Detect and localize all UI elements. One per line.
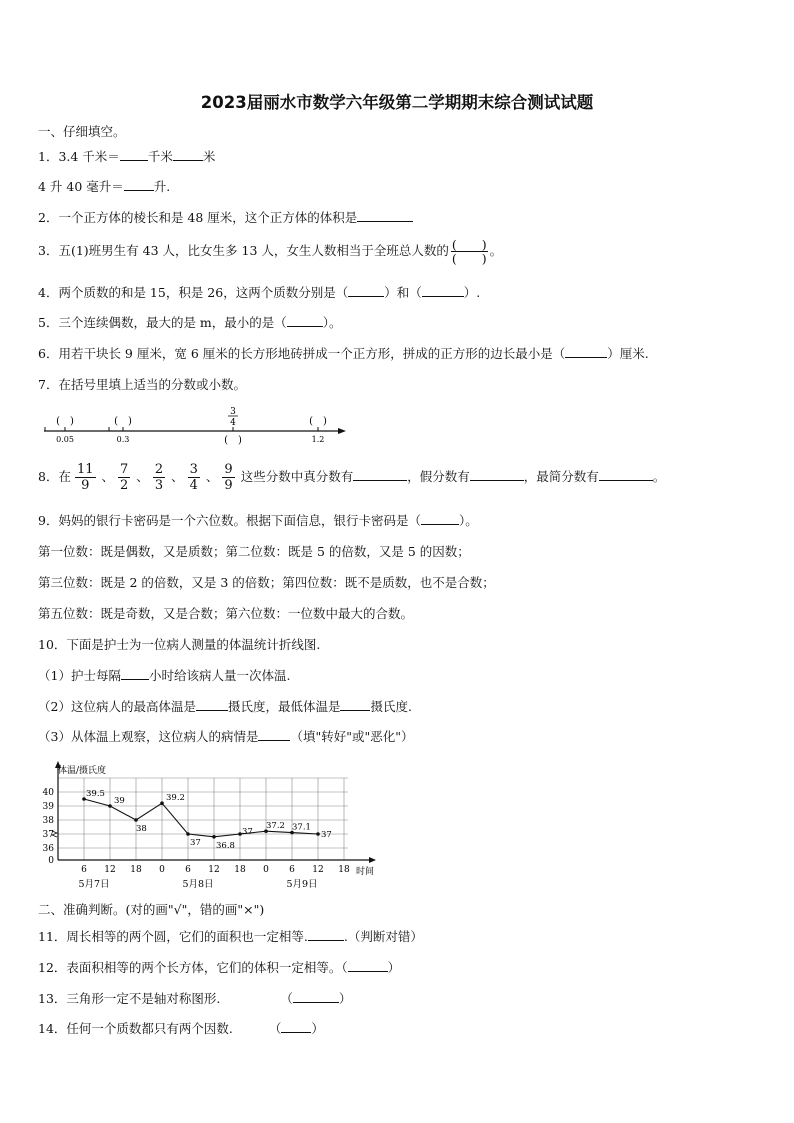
fraction-denominator: 9	[224, 478, 233, 493]
q10-1-text: 小时给该病人量一次体温.	[148, 668, 291, 683]
q14-text: 14．任何一个质数都只有两个因数.	[38, 1021, 233, 1036]
y-tick-label: 36	[42, 844, 54, 854]
y-axis-label: 体温/摄氏度	[58, 766, 107, 776]
q8-text: ，假分数有	[407, 469, 470, 484]
question-6	[38, 344, 649, 362]
fraction	[188, 462, 200, 493]
x-tick-label: 18	[338, 865, 350, 875]
q12-end: ）	[387, 960, 401, 975]
x-tick-label: 12	[104, 865, 116, 875]
answer-blank[interactable]	[565, 345, 607, 358]
data-point	[160, 801, 164, 805]
q5-end: ）。	[322, 315, 342, 330]
q10-3-text: （3）从体温上观察，这位病人的病情是	[38, 729, 259, 744]
q13-text: 13．三角形一定不是轴对称图形.	[38, 991, 221, 1006]
data-label: 36.8	[216, 840, 235, 851]
q10-3-text: （填"转好"或"恶化"）	[290, 729, 414, 744]
q9-clue-2: 第三位数：既是 2 的倍数，又是 3 的倍数；第四位数：既不是质数，也不是合数；	[38, 575, 495, 590]
answer-blank[interactable]	[293, 990, 339, 1003]
page-title: 2023届丽水市数学六年级第二学期期末综合测试试题	[200, 93, 594, 112]
answer-blank[interactable]	[281, 1020, 311, 1033]
question-9	[38, 511, 478, 529]
answer-blank[interactable]	[124, 178, 154, 191]
q9-clue-1: 第一位数：既是偶数，又是质数；第二位数：既是 5 的倍数，又是 5 的因数；	[38, 544, 470, 559]
x-tick-label: 18	[234, 865, 246, 875]
answer-blank[interactable]	[308, 928, 344, 941]
data-point	[186, 832, 190, 836]
question-5	[38, 313, 342, 331]
answer-blank[interactable]	[348, 959, 388, 972]
fraction-denominator: 2	[120, 478, 129, 493]
q4-text: 4．两个质数的和是 15，积是 26，这两个质数分别是（	[38, 285, 349, 300]
answer-blank[interactable]	[470, 468, 524, 481]
paren-close: ）	[311, 1021, 324, 1036]
arrow-head-icon	[338, 428, 346, 434]
fraction-denominator: ( )	[451, 251, 487, 266]
fraction	[153, 462, 165, 493]
y-tick-label: 40	[42, 788, 54, 798]
paren-open: （	[280, 991, 293, 1006]
data-label: 39	[114, 796, 125, 806]
fraction	[222, 462, 234, 493]
q9-clue-3: 第五位数：既是奇数，又是合数；第六位数：一位数中最大的合数。	[38, 606, 414, 621]
separator: 、	[101, 469, 115, 484]
paren-open: （	[268, 1021, 282, 1036]
y-tick-label: 37	[42, 830, 54, 840]
question-7: 7．在括号里填上适当的分数或小数。	[38, 377, 246, 392]
data-label: 37	[321, 830, 332, 840]
answer-blank[interactable]	[287, 314, 323, 327]
data-label: 37.2	[266, 821, 285, 832]
q10-1-text: （1）护士每隔	[38, 668, 121, 683]
question-10: 10．下面是护士为一位病人测量的体温统计折线图.	[38, 637, 321, 652]
q6-end: ）厘米.	[607, 346, 649, 361]
q9-end: ）。	[458, 513, 478, 528]
fraction-numerator: 11	[76, 462, 94, 477]
data-label: 37	[242, 827, 253, 837]
separator: 、	[136, 469, 149, 484]
date-label: 5月9日	[286, 879, 318, 890]
x-tick-label: 0	[263, 865, 269, 875]
x-tick-label: 0	[159, 865, 165, 875]
question-10-1	[38, 666, 290, 684]
y-tick-label: 0	[48, 856, 54, 866]
date-label: 5月7日	[78, 879, 110, 890]
question-12	[38, 958, 400, 976]
answer-paren[interactable]: ( )	[114, 416, 132, 427]
data-point	[212, 835, 216, 839]
q9-text: 9．妈妈的银行卡密码是一个六位数。根据下面信息，银行卡密码是（	[38, 513, 421, 528]
fraction	[118, 462, 130, 493]
answer-blank[interactable]	[422, 284, 464, 297]
q6-text: 6．用若干块长 9 厘米，宽 6 厘米的长方形地砖拼成一个正方形，拼成的正方形的边长最小是（	[38, 346, 566, 361]
question-4	[38, 283, 480, 301]
section-1-heading: 一、仔细填空。	[38, 124, 126, 139]
fraction-denominator: 3	[154, 478, 164, 493]
answer-paren[interactable]: ( )	[224, 435, 242, 446]
answer-blank[interactable]	[357, 209, 413, 222]
data-label: 38	[136, 824, 147, 834]
x-tick-label: 12	[312, 865, 324, 875]
q1a-text: 1．3.4 千米＝	[38, 149, 120, 164]
x-tick-labels	[81, 865, 350, 875]
answer-blank[interactable]	[173, 148, 203, 161]
q8-text: 这些分数中真分数有	[240, 469, 354, 484]
question-8	[38, 462, 665, 493]
answer-blank[interactable]	[120, 148, 148, 161]
q1b-unit: 升.	[153, 179, 171, 194]
data-label: 37	[190, 838, 201, 848]
q11-text: .（判断对错）	[343, 929, 423, 944]
date-labels	[78, 879, 317, 890]
x-tick-label: 6	[81, 865, 87, 875]
data-label: 37.1	[292, 822, 311, 833]
fraction-denominator: 4	[189, 478, 198, 493]
number-line	[40, 403, 360, 448]
q1a-unit: 米	[202, 149, 216, 164]
fraction-numerator: 7	[120, 462, 129, 477]
q1b-text: 4 升 40 毫升＝	[38, 179, 124, 194]
fraction-numerator: ( )	[451, 237, 487, 252]
y-tick-label: 38	[42, 816, 54, 826]
question-2	[38, 208, 413, 226]
q4-end: ）.	[463, 285, 481, 300]
fraction-numerator: 3	[230, 407, 236, 417]
question-11	[38, 927, 423, 945]
q3-text: 3．五(1)班男生有 43 人，比女生多 13 人，女生人数相当于全班总人数的	[38, 243, 449, 258]
y-tick-labels	[43, 788, 55, 866]
x-tick-label: 12	[208, 865, 220, 875]
answer-blank[interactable]	[599, 468, 653, 481]
question-13	[38, 989, 351, 1007]
q1a-unit: 千米	[147, 149, 173, 164]
q4-mid: ）和（	[384, 285, 422, 300]
q12-text: 12．表面积相等的两个长方体，它们的体积一定相等。（	[38, 960, 348, 975]
question-10-2	[38, 697, 412, 715]
separator: 、	[171, 469, 184, 484]
tick-label: 0.3	[116, 435, 130, 444]
answer-blank[interactable]	[421, 512, 459, 525]
fraction-denominator: 9	[81, 478, 90, 493]
fraction	[75, 462, 96, 493]
tick-label: 0.05	[56, 435, 74, 444]
q8-end: 。	[652, 469, 666, 484]
x-tick-label: 18	[130, 865, 142, 875]
x-axis-arrow-icon	[369, 857, 376, 863]
fraction-denominator: 4	[230, 418, 236, 428]
answer-blank[interactable]	[258, 728, 290, 741]
question-1a	[38, 147, 215, 165]
y-tick-label: 39	[42, 802, 54, 812]
data-label: 39.2	[166, 793, 185, 804]
answer-fraction[interactable]	[451, 238, 488, 265]
fraction-numerator: 3	[189, 462, 198, 477]
fraction-numerator: 2	[154, 462, 164, 477]
answer-blank[interactable]	[353, 468, 407, 481]
question-14	[38, 1019, 324, 1037]
q3-end: 。	[489, 243, 503, 258]
q8-text: ，最简分数有	[523, 469, 599, 484]
q5-text: 5．三个连续偶数，最大的是 m，最小的是（	[38, 315, 287, 330]
answer-blank[interactable]	[196, 698, 228, 711]
data-label: 39.5	[86, 789, 105, 799]
answer-paren[interactable]: ( )	[56, 416, 74, 427]
data-point	[316, 832, 320, 836]
q10-2-text: （2）这位病人的最高体温是	[38, 699, 196, 714]
q8-text: 8．在	[38, 469, 71, 484]
answer-blank[interactable]	[121, 667, 149, 680]
q10-2-text: 摄氏度，最低体温是	[227, 699, 341, 714]
q2-text: 2．一个正方体的棱长和是 48 厘米，这个正方体的体积是	[38, 210, 358, 225]
date-label: 5月8日	[182, 879, 214, 890]
answer-paren[interactable]: ( )	[309, 416, 327, 427]
tick-label: 1.2	[311, 435, 325, 444]
x-tick-label: 6	[185, 865, 191, 875]
paren-close: ）	[338, 991, 352, 1006]
section-2-heading: 二、准确判断。(对的画"√"，错的画"×")	[38, 902, 265, 917]
separator: 、	[205, 469, 219, 484]
data-point	[108, 804, 112, 808]
x-tick-label: 6	[289, 865, 295, 875]
q10-2-text: 摄氏度.	[370, 699, 412, 714]
data-point	[134, 818, 138, 822]
x-axis-label: 时间	[356, 867, 375, 877]
answer-blank[interactable]	[348, 284, 384, 297]
temperature-line-chart	[38, 758, 388, 893]
question-10-3	[38, 727, 413, 745]
fraction-numerator: 9	[224, 462, 233, 477]
question-1b	[38, 177, 170, 195]
q11-text: 11．周长相等的两个圆，它们的面积也一定相等.	[38, 929, 308, 944]
answer-blank[interactable]	[340, 698, 370, 711]
question-3	[38, 238, 502, 265]
